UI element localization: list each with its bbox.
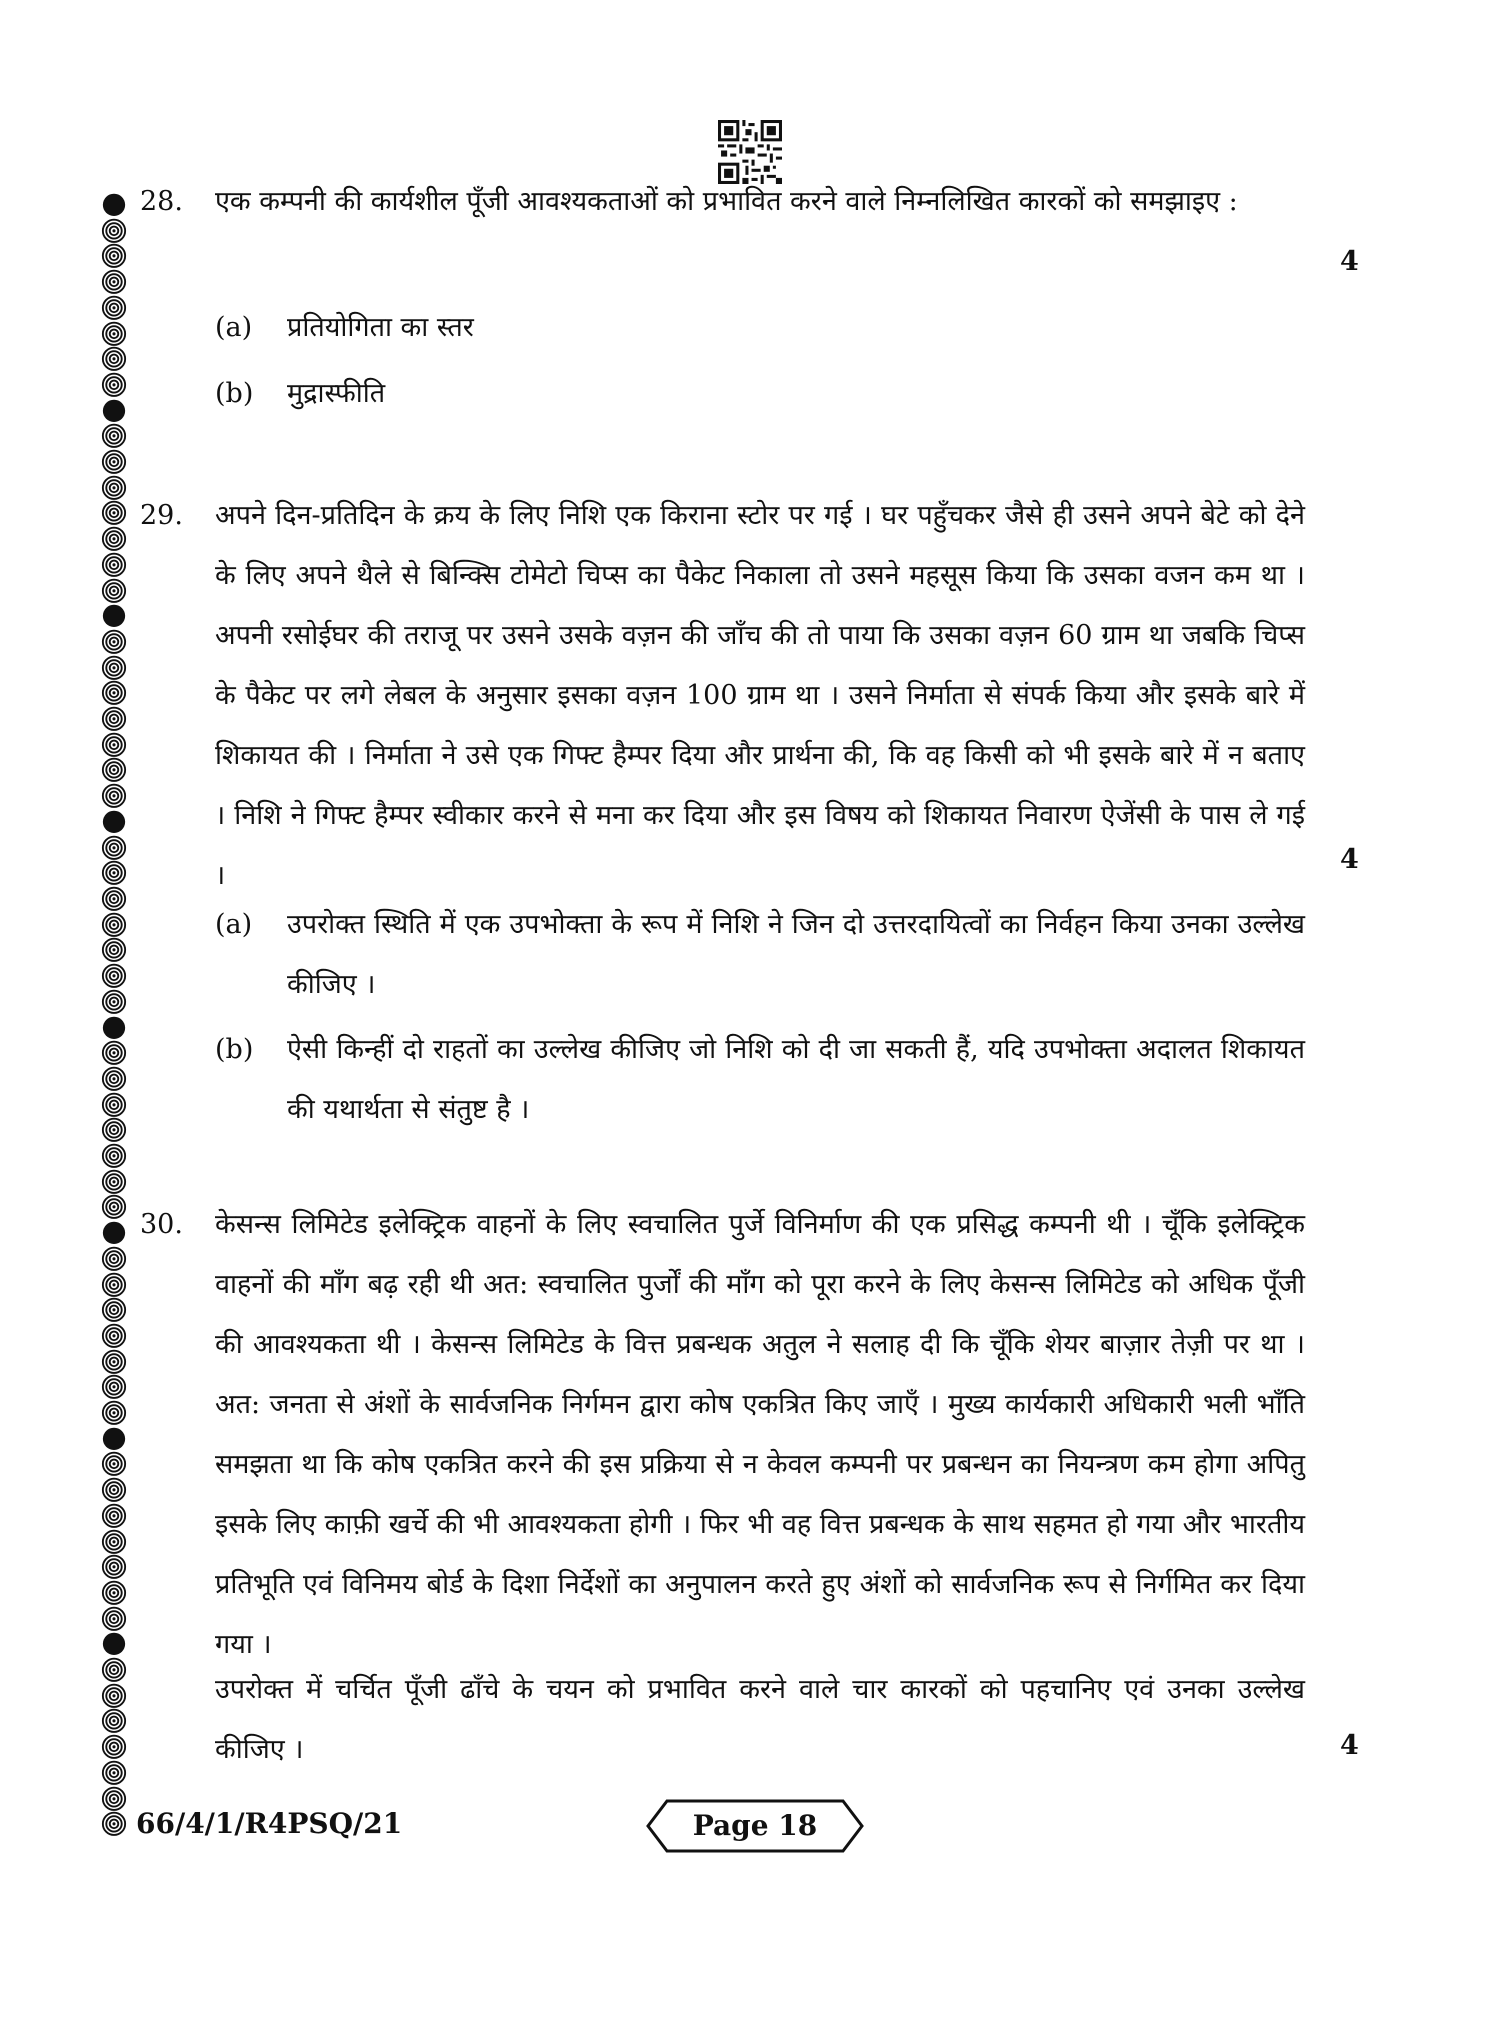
margin-circle-icon [99,552,129,578]
margin-circle-icon [99,757,129,783]
margin-circle-icon [99,423,129,449]
margin-circle-icon [99,346,129,372]
question-text: एक कम्पनी की कार्यशील पूँजी आवश्यकताओं को प्रभावित करने वाले निम्नलिखित कारकों को समझाइए : [215,186,1238,217]
paper-code: 66/4/1/R4PSQ/21 [136,1807,403,1840]
margin-circle-icon [99,1683,129,1709]
part-label: (b) [215,378,254,409]
margin-circle-icon [99,1477,129,1503]
margin-circle-icon [99,1297,129,1323]
margin-circle-icon [99,1554,129,1580]
question-marks: 4 [1340,246,1359,277]
margin-circle-icon [99,1760,129,1786]
margin-circle-icon [99,732,129,758]
margin-circle-icon [99,680,129,706]
question-number: 29. [140,500,183,531]
margin-circle-icon [99,192,129,218]
margin-circle-icon [99,1657,129,1683]
margin-circle-icon [99,860,129,886]
margin-circle-icon [99,1092,129,1118]
part-text: उपरोक्त स्थिति में एक उपभोक्ता के रूप में निशि ने जिन दो उत्तरदायित्वों का निर्वहन किया उनका उल्लेख कीजिए । [287,909,1305,1000]
margin-circle-icon [99,629,129,655]
margin-strip [96,192,132,1837]
margin-circle-icon [99,295,129,321]
margin-circle-icon [99,1631,129,1657]
margin-circle-icon [99,243,129,269]
margin-circle-icon [99,912,129,938]
margin-circle-icon [99,937,129,963]
part-label: (a) [215,909,253,940]
margin-circle-icon [99,886,129,912]
margin-circle-icon [99,1220,129,1246]
question-number: 28. [140,186,183,217]
margin-circle-icon [99,989,129,1015]
margin-circle-icon [99,783,129,809]
part-text: प्रतियोगिता का स्तर [287,312,474,343]
margin-circle-icon [99,706,129,732]
part-text: ऐसी किन्हीं दो राहतों का उल्लेख कीजिए जो निशि को दी जा सकती हैं, यदि उपभोक्ता अदालत शिकायत की यथार्थता से संतुष्ट है । [287,1034,1305,1125]
margin-circle-icon [99,475,129,501]
margin-circle-icon [99,1323,129,1349]
margin-circle-icon [99,603,129,629]
question-text: अपने दिन-प्रतिदिन के क्रय के लिए निशि एक किराना स्टोर पर गई । घर पहुँचकर जैसे ही उसने अपने बेटे को देने के लिए अपने थैले से बिन्क्सि टोमेटो चिप्स का पैकेट निकाला तो उसने महसूस किया कि उसका वजन कम था । अपनी रसोईघर की तराजू पर उसने उसके वज़न की जाँच की तो पाया कि उसका वज़न 60 ग्राम था जबकि चिप्स के पैकेट पर लगे लेबल के अनुसार इसका वज़न 100 ग्राम था । उसने निर्माता से संपर्क किया और इसके बारे में शिकायत की । निर्माता ने उसे एक गिफ्ट हैम्पर दिया और प्रार्थना की, कि वह किसी को भी इसके बारे में न बताए । निशि ने गिफ्ट हैम्पर स्वीकार करने से मना कर दिया और इस विषय को शिकायत निवारण ऐजेंसी के पास ले गई । [215,500,1305,891]
margin-circle-icon [99,218,129,244]
margin-circle-icon [99,1400,129,1426]
margin-circle-icon [99,655,129,681]
margin-circle-icon [99,1811,129,1837]
margin-circle-icon [99,1066,129,1092]
question-number: 30. [140,1209,183,1240]
margin-circle-icon [99,1606,129,1632]
page-number-box [645,1798,865,1854]
margin-circle-icon [99,1451,129,1477]
margin-circle-icon [99,372,129,398]
margin-circle-icon [99,1426,129,1452]
question-instruction: उपरोक्त में चर्चित पूँजी ढाँचे के चयन को प्रभावित करने वाले चार कारकों को पहचानिए एवं उनका उल्लेख कीजिए । [215,1674,1305,1765]
margin-circle-icon [99,526,129,552]
margin-circle-icon [99,321,129,347]
margin-circle-icon [99,1040,129,1066]
margin-circle-icon [99,578,129,604]
margin-circle-icon [99,1734,129,1760]
margin-circle-icon [99,1117,129,1143]
margin-circle-icon [99,1143,129,1169]
margin-circle-icon [99,1015,129,1041]
margin-circle-icon [99,1580,129,1606]
margin-circle-icon [99,1503,129,1529]
margin-circle-icon [99,500,129,526]
margin-circle-icon [99,809,129,835]
part-text: मुद्रास्फीति [287,378,386,409]
margin-circle-icon [99,269,129,295]
margin-circle-icon [99,1786,129,1812]
part-label: (a) [215,312,253,343]
page-number: Page 18 [692,1809,818,1842]
margin-circle-icon [99,1169,129,1195]
margin-circle-icon [99,1708,129,1734]
question-marks: 4 [1340,844,1359,875]
margin-circle-icon [99,963,129,989]
margin-circle-icon [99,449,129,475]
margin-circle-icon [99,835,129,861]
part-label: (b) [215,1034,254,1065]
question-text: केसन्स लिमिटेड इलेक्ट्रिक वाहनों के लिए स्वचालित पुर्जे विनिर्माण की एक प्रसिद्ध कम्पनी थी । चूँकि इलेक्ट्रिक वाहनों की माँग बढ़ रही थी अत: स्वचालित पुर्जों की माँग को पूरा करने के लिए केसन्स लिमिटेड को अधिक पूँजी की आवश्यकता थी । केसन्स लिमिटेड के वित्त प्रबन्धक अतुल ने सलाह दी कि चूँकि शेयर बाज़ार तेज़ी पर था । अत: जनता से अंशों के सार्वजनिक निर्गमन द्वारा कोष एकत्रित किए जाएँ । मुख्य कार्यकारी अधिकारी भली भाँति समझता था कि कोष एकत्रित करने की इस प्रक्रिया से न केवल कम्पनी पर प्रबन्धन का नियन्त्रण कम होगा अपितु इसके लिए काफ़ी खर्चे की भी आवश्यकता होगी । फिर भी वह वित्त प्रबन्धक के साथ सहमत हो गया और भारतीय प्रतिभूति एवं विनिमय बोर्ड के दिशा निर्देशों का अनुपालन करते हुए अंशों को सार्वजनिक रूप से निर्गमित कर दिया गया । [215,1209,1305,1660]
margin-circle-icon [99,1272,129,1298]
margin-circle-icon [99,1349,129,1375]
margin-circle-icon [99,1194,129,1220]
question-marks: 4 [1340,1730,1359,1761]
margin-circle-icon [99,1246,129,1272]
margin-circle-icon [99,1529,129,1555]
margin-circle-icon [99,1374,129,1400]
margin-circle-icon [99,398,129,424]
